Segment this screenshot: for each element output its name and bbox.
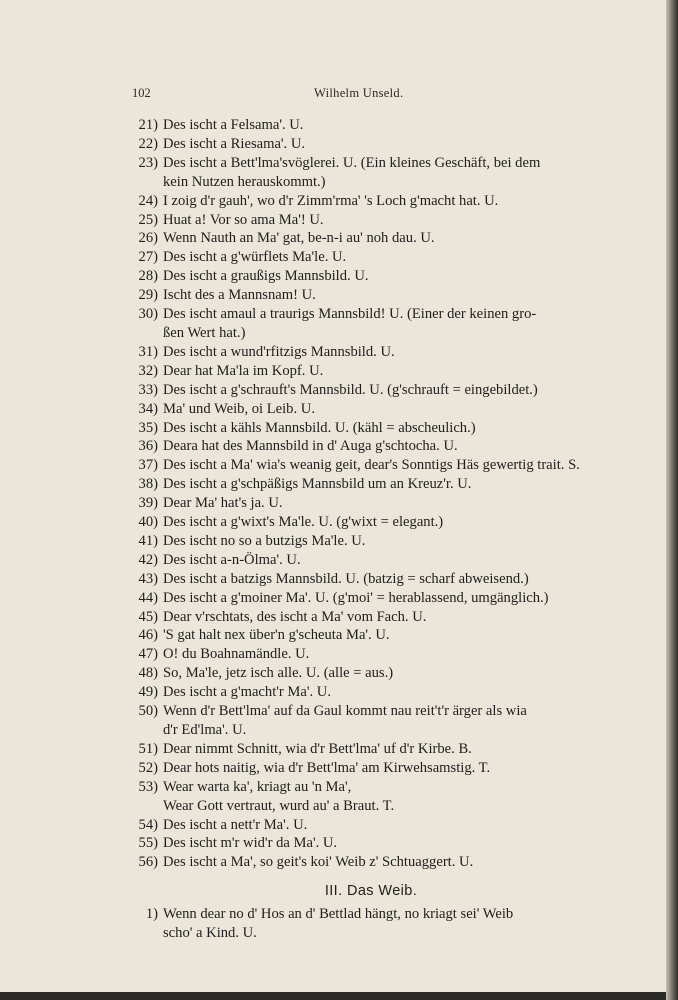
entry-text <box>163 192 611 211</box>
proverb-entry <box>131 475 611 494</box>
entry-line: Des ischt a g'schrauft's Mannsbild. U. (g'schrauft = eingebildet.) <box>163 381 538 398</box>
entry-text <box>163 683 611 702</box>
proverb-entry <box>131 192 611 211</box>
entry-line: Wear Gott vertraut, wurd au' a Braut. T. <box>163 797 395 814</box>
proverb-entry <box>131 154 611 192</box>
entry-text <box>163 494 611 513</box>
entry-text <box>163 229 611 248</box>
entry-line: Des ischt a g'würflets Ma'le. U. <box>163 249 347 266</box>
entry-line: Dear nimmt Schnitt, wia d'r Bett'lma' uf d'r Kirbe. B. <box>163 740 472 757</box>
entry-number: 48) <box>138 665 158 682</box>
entry-text <box>163 267 611 286</box>
entry-text <box>163 778 611 816</box>
entry-text <box>163 456 611 475</box>
proverb-entry <box>131 343 611 362</box>
entry-number: 41) <box>138 532 158 549</box>
entry-number: 38) <box>138 476 158 493</box>
entry-text <box>163 702 611 740</box>
entry-text <box>163 570 611 589</box>
page-edge-shadow <box>666 0 678 1000</box>
proverb-entry <box>131 229 611 248</box>
entry-line: I zoig d'r gauh', wo d'r Zimm'rma' 's Loch g'macht hat. U. <box>163 192 499 209</box>
proverb-entry <box>131 211 611 230</box>
entry-line: Des ischt no so a butzigs Ma'le. U. <box>163 532 366 549</box>
proverb-entry <box>131 834 611 853</box>
entry-number: 49) <box>138 684 158 701</box>
proverb-entry <box>131 305 611 343</box>
entry-text <box>163 626 611 645</box>
entry-number: 52) <box>138 759 158 776</box>
entry-number: 39) <box>138 495 158 512</box>
entry-line: Des ischt a g'wixt's Ma'le. U. (g'wixt = elegant.) <box>163 514 444 531</box>
entry-number: 28) <box>138 268 158 285</box>
entry-line: Wear warta ka', kriagt au 'n Ma', <box>163 778 352 795</box>
entry-text <box>163 740 611 759</box>
entry-text <box>163 154 611 192</box>
proverb-entry <box>131 532 611 551</box>
proverb-entry <box>131 551 611 570</box>
page-number: 102 <box>132 86 151 100</box>
entry-line: Des ischt a g'moiner Ma'. U. (g'moi' = herablassend, umgänglich.) <box>163 589 549 606</box>
entry-line: Des ischt a Ma' wia's weanig geit, dear's Sonntigs Häs gewertig trait. S. <box>163 457 580 474</box>
entry-number: 29) <box>138 287 158 304</box>
entry-text <box>163 135 611 154</box>
entry-line: Deara hat des Mannsbild in d' Auga g'schtocha. U. <box>163 438 458 455</box>
running-head: Wilhelm Unseld. <box>314 86 404 100</box>
proverb-entry <box>131 437 611 456</box>
entry-number: 23) <box>138 154 158 171</box>
entry-text <box>163 305 611 343</box>
proverb-entry <box>131 608 611 627</box>
entry-number: 33) <box>138 381 158 398</box>
entry-number: 37) <box>138 457 158 474</box>
entry-number: 24) <box>138 192 158 209</box>
entry-number: 47) <box>138 646 158 663</box>
proverb-entry <box>131 759 611 778</box>
entry-line: Des ischt a wund'rfitzigs Mannsbild. U. <box>163 343 395 360</box>
entry-text <box>163 400 611 419</box>
proverb-entry <box>131 362 611 381</box>
entry-text <box>163 532 611 551</box>
entry-number: 32) <box>138 362 158 379</box>
entry-line: kein Nutzen herauskommt.) <box>163 173 326 190</box>
entry-text <box>163 419 611 438</box>
entry-line: 'S gat halt nex über'n g'scheuta Ma'. U. <box>163 627 390 644</box>
proverb-entry <box>131 853 611 872</box>
entry-line: Des ischt a batzigs Mannsbild. U. (batzig = scharf abweisend.) <box>163 570 529 587</box>
entry-number: 50) <box>138 703 158 720</box>
entry-text <box>163 645 611 664</box>
entry-number: 22) <box>138 135 158 152</box>
entry-line: Wenn Nauth an Ma' gat, be-n-i au' noh dau. U. <box>163 230 435 247</box>
proverb-entry <box>131 664 611 683</box>
entry-line: Dear v'rschtats, des ischt a Ma' vom Fach. U. <box>163 608 427 625</box>
proverb-entry <box>131 740 611 759</box>
entry-line: Des ischt amaul a traurigs Mannsbild! U. (Einer der keinen gro- <box>163 306 537 323</box>
proverb-entry <box>131 400 611 419</box>
entry-number: 35) <box>138 419 158 436</box>
entry-line: Huat a! Vor so ama Ma'! U. <box>163 211 324 228</box>
entry-line: scho' a Kind. U. <box>163 925 257 942</box>
entry-text <box>163 475 611 494</box>
entry-number: 45) <box>138 608 158 625</box>
entry-number: 30) <box>138 306 158 323</box>
proverb-list <box>131 116 611 943</box>
proverb-entry <box>131 905 611 943</box>
entry-number: 51) <box>138 740 158 757</box>
entry-line: Dear hat Ma'la im Kopf. U. <box>163 362 324 379</box>
entry-line: ßen Wert hat.) <box>163 324 246 341</box>
entry-line: Des ischt a g'macht'r Ma'. U. <box>163 684 331 701</box>
entry-line: Des ischt a g'schpäßigs Mannsbild um an Kreuz'r. U. <box>163 476 472 493</box>
entry-line: Des ischt a kähls Mannsbild. U. (kähl = abscheulich.) <box>163 419 476 436</box>
section-ii-entries <box>131 116 611 872</box>
entry-number: 44) <box>138 589 158 606</box>
entry-text <box>163 248 611 267</box>
proverb-entry <box>131 626 611 645</box>
entry-line: Wenn d'r Bett'lma' auf da Gaul kommt nau reit't'r ärger als wia <box>163 703 527 720</box>
proverb-entry <box>131 286 611 305</box>
entry-number: 1) <box>145 906 158 923</box>
entry-text <box>163 905 611 943</box>
entry-line: Dear hots naitig, wia d'r Bett'lma' am Kirwehsamstig. T. <box>163 759 491 776</box>
entry-number: 27) <box>138 249 158 266</box>
entry-line: Des ischt a nett'r Ma'. U. <box>163 816 308 833</box>
entry-text <box>163 362 611 381</box>
entry-line: Ischt des a Mannsnam! U. <box>163 287 316 304</box>
entry-text <box>163 816 611 835</box>
entry-line: Des ischt a Felsama'. U. <box>163 117 304 133</box>
proverb-entry <box>131 778 611 816</box>
entry-number: 21) <box>138 117 158 133</box>
proverb-entry <box>131 248 611 267</box>
entry-text <box>163 211 611 230</box>
entry-number: 43) <box>138 570 158 587</box>
entry-text <box>163 589 611 608</box>
entry-number: 54) <box>138 816 158 833</box>
entry-text <box>163 286 611 305</box>
proverb-entry <box>131 381 611 400</box>
section-heading: III. Das Weib. <box>324 883 418 900</box>
proverb-entry <box>131 456 611 475</box>
entry-line: Des ischt a graußigs Mannsbild. U. <box>163 268 369 285</box>
entry-text <box>163 853 611 872</box>
entry-number: 53) <box>138 778 158 795</box>
entry-line: Wenn dear no d' Hos an d' Bettlad hängt, no kriagt sei' Weib <box>163 906 514 923</box>
proverb-entry <box>131 570 611 589</box>
entry-text <box>163 834 611 853</box>
section-iii-entries <box>131 905 611 943</box>
entry-text <box>163 608 611 627</box>
entry-number: 25) <box>138 211 158 228</box>
entry-line: Ma' und Weib, oi Leib. U. <box>163 400 315 417</box>
entry-text <box>163 343 611 362</box>
proverb-entry <box>131 494 611 513</box>
proverb-entry <box>131 116 611 135</box>
proverb-entry <box>131 683 611 702</box>
proverb-entry <box>131 702 611 740</box>
entry-line: Des ischt a Ma', so geit's koi' Weib z' Schtuaggert. U. <box>163 854 474 871</box>
proverb-entry <box>131 135 611 154</box>
entry-text <box>163 437 611 456</box>
entry-line: Des ischt a Riesama'. U. <box>163 135 306 152</box>
entry-number: 55) <box>138 835 158 852</box>
entry-number: 26) <box>138 230 158 247</box>
entry-text <box>163 381 611 400</box>
entry-number: 34) <box>138 400 158 417</box>
entry-line: Des ischt m'r wid'r da Ma'. U. <box>163 835 338 852</box>
entry-text <box>163 116 611 135</box>
entry-line: Des ischt a-n-Ölma'. U. <box>163 551 301 568</box>
entry-number: 46) <box>138 627 158 644</box>
entry-line: Des ischt a Bett'lma'svöglerei. U. (Ein kleines Geschäft, bei dem <box>163 154 541 171</box>
proverb-entry <box>131 419 611 438</box>
entry-line: So, Ma'le, jetz isch alle. U. (alle = aus.) <box>163 665 394 682</box>
entry-line: d'r Ed'lma'. U. <box>163 722 247 738</box>
entry-text <box>163 759 611 778</box>
proverb-entry <box>131 645 611 664</box>
entry-text <box>163 551 611 570</box>
proverb-entry <box>131 267 611 286</box>
entry-number: 56) <box>138 854 158 871</box>
entry-line: Dear Ma' hat's ja. U. <box>163 495 283 512</box>
entry-number: 40) <box>138 514 158 531</box>
entry-number: 31) <box>138 343 158 360</box>
proverb-entry <box>131 513 611 532</box>
entry-number: 42) <box>138 551 158 568</box>
entry-text <box>163 513 611 532</box>
proverb-entry <box>131 816 611 835</box>
entry-number: 36) <box>138 438 158 455</box>
proverb-entry <box>131 589 611 608</box>
entry-text <box>163 664 611 683</box>
entry-line: O! du Boahnamändle. U. <box>163 646 310 663</box>
